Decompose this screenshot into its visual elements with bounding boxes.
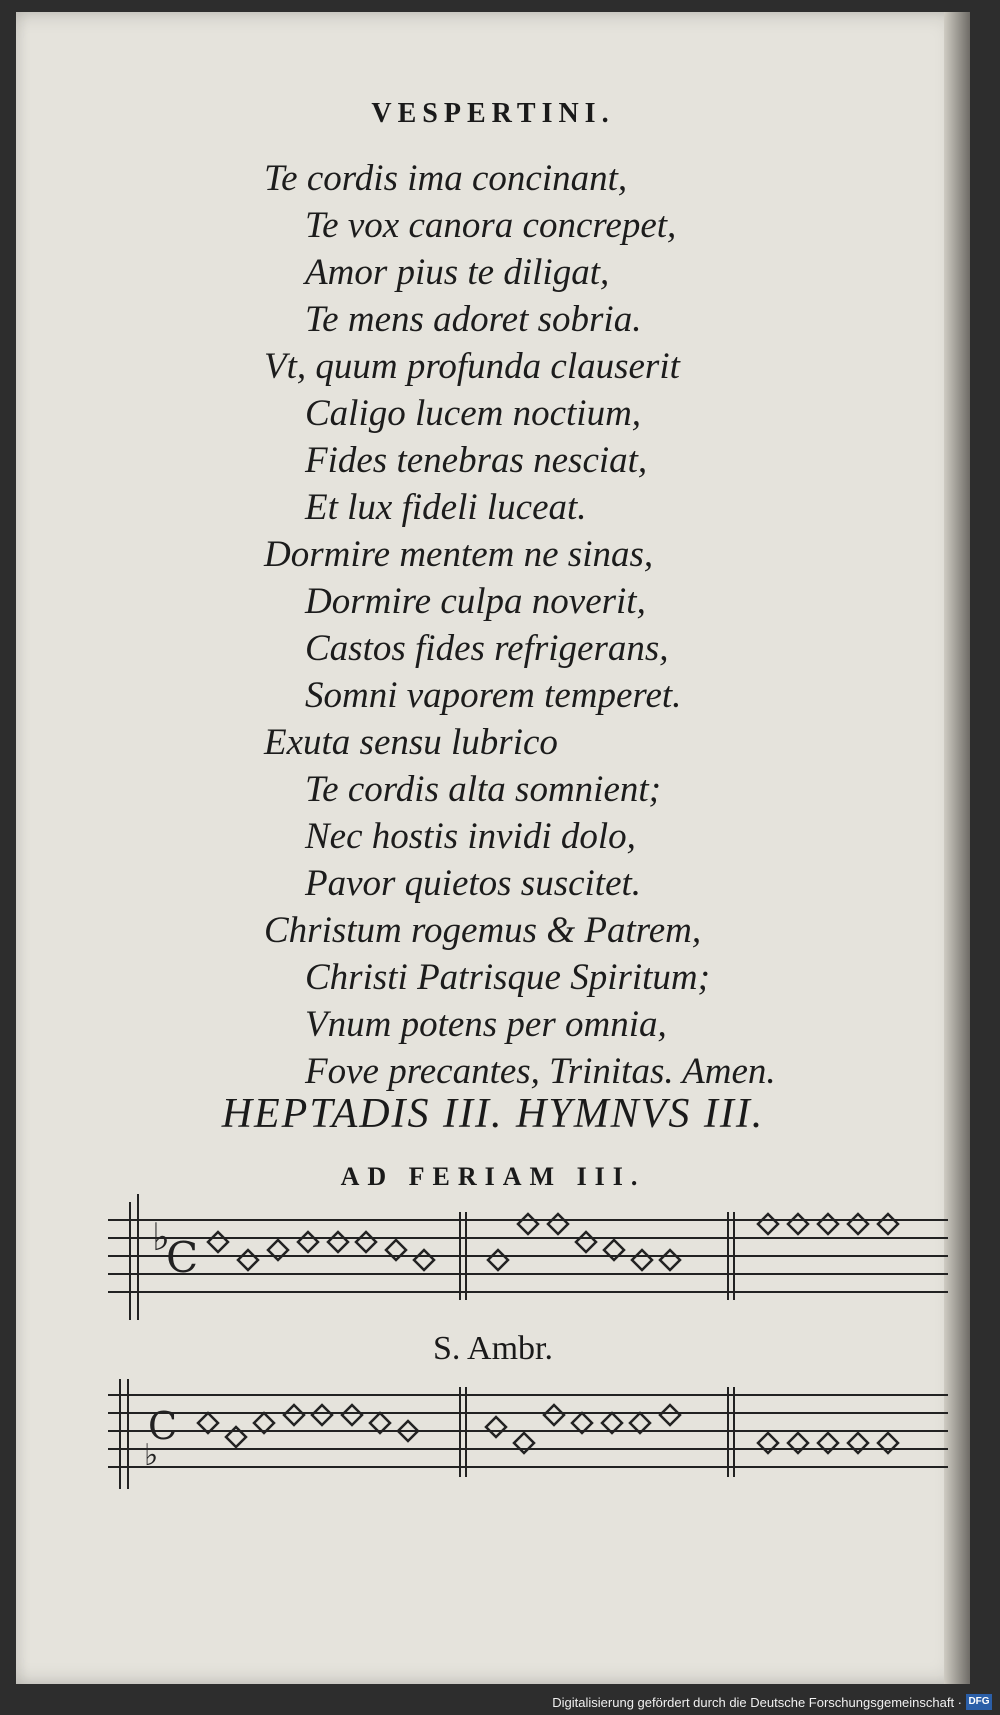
verse-line: Et lux fideli luceat. <box>305 487 587 528</box>
verse-line: Te cordis ima concinant, <box>264 158 628 199</box>
svg-text:C: C <box>148 1404 178 1448</box>
hymn-subtitle: AD FERIAM III. <box>340 1162 646 1191</box>
svg-text:♭: ♭ <box>152 1215 170 1259</box>
footer-credit: Digitalisierung gefördert durch die Deutsche Forschungsgemeinschaft · <box>552 1695 962 1710</box>
verse-line: Fove precantes, Trinitas. Amen. <box>305 1051 776 1092</box>
verse-line: Christi Patrisque Spiritum; <box>305 957 710 998</box>
verse-line: Pavor quietos suscitet. <box>305 863 642 904</box>
music-staff-2 <box>108 1377 948 1507</box>
verse-line: Nec hostis invidi dolo, <box>305 816 636 857</box>
verse-line: Exuta sensu lubrico <box>264 722 558 763</box>
verse-line: Fides tenebras nesciat, <box>305 440 648 481</box>
book-page <box>16 12 970 1684</box>
dfg-logo-icon: DFG <box>966 1694 992 1710</box>
svg-text:♭: ♭ <box>144 1438 159 1473</box>
hymn-title: HEPTADIS III. HYMNVS III. <box>221 1091 765 1137</box>
verse-line: Somni vaporem temperet. <box>305 675 682 716</box>
hymn-attribution: S. Ambr. <box>433 1330 553 1367</box>
verse-line: Dormire mentem ne sinas, <box>264 534 654 575</box>
verse-line: Amor pius te diligat, <box>305 252 610 293</box>
running-head: VESPERTINI. <box>371 98 615 129</box>
verse-line: Te cordis alta somnient; <box>305 769 661 810</box>
svg-text:C: C <box>166 1233 199 1282</box>
verse-line: Dormire culpa noverit, <box>305 581 646 622</box>
verse-line: Te mens adoret sobria. <box>305 299 642 340</box>
verse-line: Caligo lucem noctium, <box>305 393 642 434</box>
verse-line: Christum rogemus & Patrem, <box>264 910 702 951</box>
footer-bar <box>0 1690 1000 1715</box>
verse-line: Vt, quum profunda clauserit <box>264 346 680 387</box>
verse-line: Castos fides refrigerans, <box>305 628 669 669</box>
verse-line: Te vox canora concrepet, <box>305 205 677 246</box>
music-staff-1 <box>108 1192 948 1322</box>
verse-line: Vnum potens per omnia, <box>305 1004 667 1045</box>
